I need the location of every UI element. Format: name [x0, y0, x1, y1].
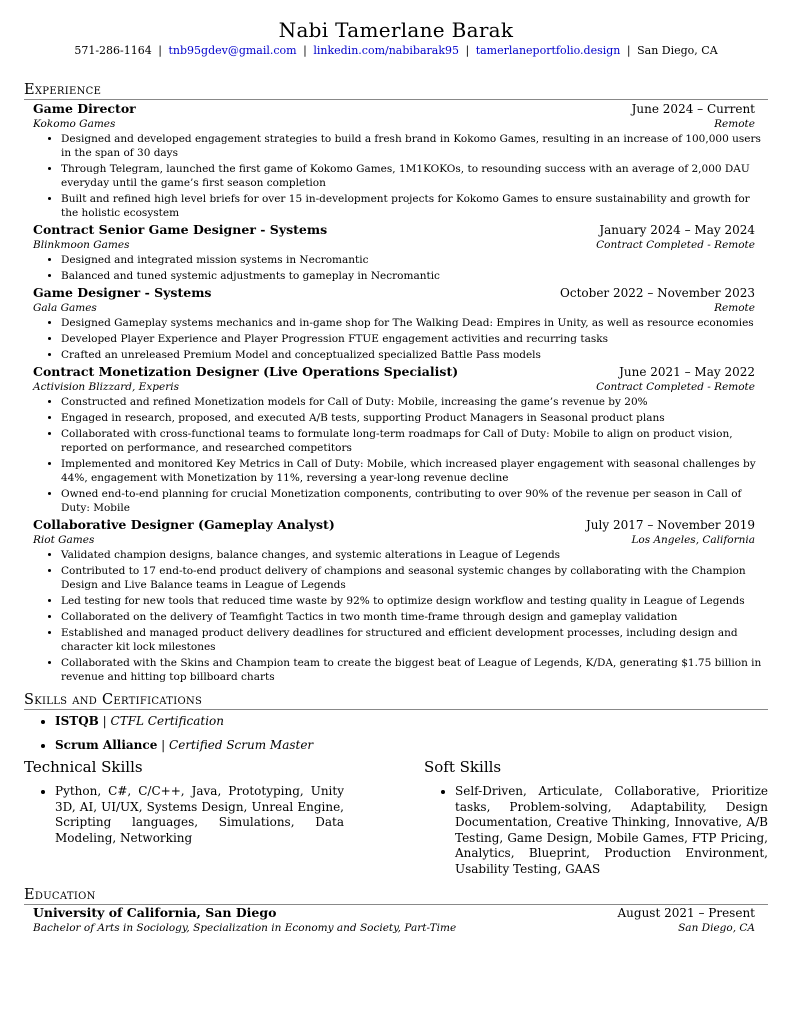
job-dates: June 2021 – May 2022: [619, 365, 755, 379]
job-bullet: • Designed and integrated mission systems in Necromantic: [61, 253, 768, 267]
candidate-name: Nabi Tamerlane Barak: [278, 18, 514, 42]
contact-separator: |: [465, 44, 470, 57]
job-entry: [33, 222, 755, 283]
certification-name: Certified Scrum Master: [169, 738, 314, 752]
job-location: Remote: [714, 302, 755, 314]
certification-org: Scrum Alliance: [55, 738, 158, 752]
job-bullets: [33, 548, 768, 684]
contact-separator: |: [626, 44, 631, 57]
job-title: Collaborative Designer (Gameplay Analyst): [33, 517, 335, 532]
job-dates: June 2024 – Current: [631, 102, 755, 116]
job-dates: January 2024 – May 2024: [599, 223, 755, 237]
contact-line: [24, 44, 768, 58]
company-name: Gala Games: [33, 302, 97, 314]
job-bullets: [33, 253, 768, 283]
job-bullet: • Designed and developed engagement strategies to build a fresh brand in Kokomo Games, resulting in an increase of 100,000 users in the span of 30 days: [61, 132, 768, 160]
company-name: Blinkmoon Games: [33, 239, 130, 251]
certification-org: ISTQB: [55, 714, 99, 728]
skills-columns: [24, 758, 768, 879]
job-bullet: • Implemented and monitored Key Metrics in Call of Duty: Mobile, which increased player engagement with seasonal challenges by 44%, engagement with Monetization by 11%, reversing a year-long revenue decline: [61, 457, 768, 485]
soft-skills-heading: Soft Skills: [424, 758, 502, 776]
education-heading: Education: [24, 887, 768, 905]
job-bullets: [33, 395, 768, 515]
experience-heading: Experience: [24, 82, 768, 100]
job-bullet: • Built and refined high level briefs for over 15 in-development projects for Kokomo Games to ensure sustainability and growth for the holistic ecosystem: [61, 192, 768, 220]
company-name: Kokomo Games: [33, 118, 116, 130]
job-location: Los Angeles, California: [631, 534, 755, 546]
job-entry: [33, 517, 762, 684]
certification-name: CTFL Certification: [110, 714, 224, 728]
soft-skills-text: • Self-Driven, Articulate, Collaborative, Prioritize tasks, Problem-solving, Adaptability, Design Documentation, Creative Thinking, Innovative, A/B Testing, Game Design, Mobile Games, FTP Pricing, Analytics, Blueprint, Production Environment, Usability Testing, GAAS: [455, 784, 768, 877]
portfolio-link[interactable]: tamerlaneportfolio.design: [475, 44, 621, 57]
technical-skills-heading: Technical Skills: [24, 758, 143, 776]
job-bullet: • Collaborated with cross-functional teams to formulate long-term roadmaps for Call of Duty: Mobile to align on product vision, reported on performance, and researched competitors: [61, 427, 768, 455]
certification-list: [24, 714, 768, 752]
job-bullet: • Established and managed product delivery deadlines for structured and efficient development processes, including design and character kit lock milestones: [61, 626, 768, 654]
job-bullet: • Owned end-to-end planning for crucial Monetization components, contributing to over 90% of the revenue per season in Call of Duty: Mobile: [61, 487, 768, 515]
email-link[interactable]: tnb95gdev@gmail.com: [168, 44, 297, 57]
job-bullet: • Collaborated with the Skins and Champion team to create the biggest beat of League of Legends, K/DA, generating $1.75 billion in revenue and hitting top billboard charts: [61, 656, 768, 684]
contact-separator: |: [303, 44, 307, 57]
contact-separator: |: [158, 44, 162, 57]
job-bullet: • Crafted an unreleased Premium Model and conceptualized specialized Battle Pass models: [61, 348, 768, 362]
job-bullet: • Contributed to 17 end-to-end product delivery of champions and seasonal systemic changes by collaborating with the Champion Design and Live Balance teams in League of Legends: [61, 564, 768, 592]
job-bullet: • Developed Player Experience and Player Progression FTUE engagement activities and recurring tasks: [61, 332, 768, 346]
job-bullets: [33, 316, 768, 362]
job-bullet: • Led testing for new tools that reduced time waste by 92% to optimize design workflow and testing quality in League of Legends: [61, 594, 768, 608]
job-entry: [33, 364, 755, 515]
job-bullets: [33, 132, 768, 220]
certification-separator: |: [102, 714, 107, 728]
experience-list: [24, 101, 768, 684]
job-entry: [33, 285, 755, 362]
degree: Bachelor of Arts in Sociology, Specialization in Economy and Society, Part-Time: [33, 922, 457, 934]
job-bullet: • Validated champion designs, balance changes, and systemic alterations in League of Legends: [61, 548, 768, 562]
certification-item: [55, 714, 768, 728]
job-bullet: • Collaborated on the delivery of Teamfight Tactics in two month time-frame through design and gameplay validation: [61, 610, 768, 624]
job-location: Remote: [714, 118, 755, 130]
company-name: Activision Blizzard, Experis: [33, 381, 179, 393]
soft-skills: [424, 758, 768, 879]
company-name: Riot Games: [33, 534, 95, 546]
phone-number: 571-286-1164: [74, 44, 152, 57]
skills-heading: Skills and Certifications: [24, 692, 768, 710]
job-title: Game Designer - Systems: [33, 285, 212, 300]
job-bullet: • Designed Gameplay systems mechanics and in-game shop for The Walking Dead: Empires in Unity, as well as resource economies: [61, 316, 768, 330]
job-bullet: • Balanced and tuned systemic adjustments to gameplay in Necromantic: [61, 269, 768, 283]
job-bullet: • Constructed and refined Monetization models for Call of Duty: Mobile, increasing the game’s revenue by 20%: [61, 395, 768, 409]
education-entry: [24, 905, 768, 936]
job-bullet: • Through Telegram, launched the first game of Kokomo Games, 1M1KOKOs, to resounding success with an average of 2,000 DAU everyday until the game’s first season completion: [61, 162, 768, 190]
job-location: Contract Completed - Remote: [596, 239, 755, 251]
education-dates: August 2021 – Present: [617, 906, 755, 920]
school-name: University of California, San Diego: [33, 905, 277, 920]
location: San Diego, CA: [637, 44, 718, 57]
job-location: Contract Completed - Remote: [596, 381, 755, 393]
job-title: Contract Senior Game Designer - Systems: [33, 222, 328, 237]
technical-skills: [24, 758, 344, 879]
linkedin-link[interactable]: linkedin.com/nabibarak95: [313, 44, 459, 57]
job-dates: October 2022 – November 2023: [560, 286, 755, 300]
education-location: San Diego, CA: [678, 922, 755, 934]
job-dates: July 2017 – November 2019: [586, 518, 755, 532]
technical-skills-text: • Python, C#, C/C++, Java, Prototyping, Unity 3D, AI, UI/UX, Systems Design, Unreal Engine, Scripting languages, Simulations, Data Modeling, Networking: [55, 784, 344, 846]
certification-item: [55, 738, 768, 752]
job-entry: [33, 101, 761, 220]
job-title: Contract Monetization Designer (Live Operations Specialist): [33, 364, 459, 379]
job-title: Game Director: [33, 101, 136, 116]
certification-separator: |: [161, 738, 166, 752]
job-bullet: • Engaged in research, proposed, and executed A/B tests, supporting Product Managers in Seasonal product plans: [61, 411, 768, 425]
